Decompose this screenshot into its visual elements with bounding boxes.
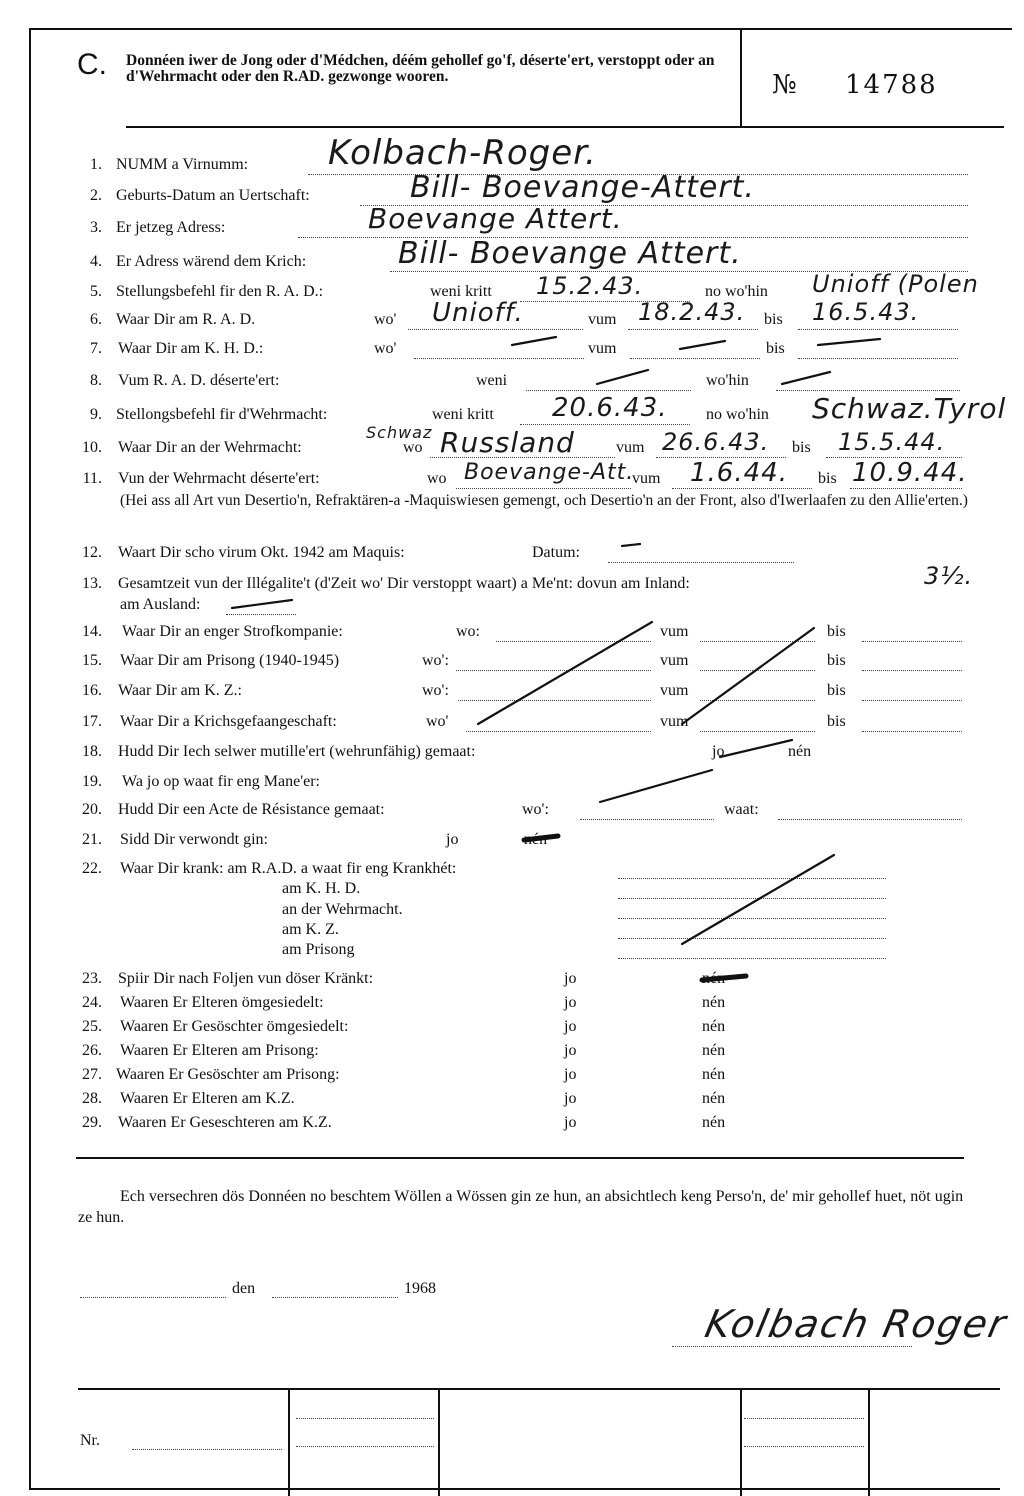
item-number: 3. — [90, 219, 102, 236]
signature: Kolbach Roger — [701, 1302, 1012, 1346]
label-bis: bis — [827, 713, 846, 730]
label-khd: Waar Dir am K. H. D.: — [118, 340, 264, 357]
item-number: 6. — [90, 311, 102, 328]
footer-field-line — [296, 1418, 434, 1419]
item-number: 14. — [82, 623, 102, 640]
item-number: 7. — [90, 340, 102, 357]
label-wounded: Sidd Dir verwondt gin: — [120, 831, 268, 848]
footer-field-line — [744, 1418, 864, 1419]
declaration-text: Ech versechren dös Donnéen no beschtem Wöllen a Wössen gin ze hun, an absichtlech keng Perso'n, de' mir gehollef huet, nöt ugin ze hun. — [78, 1188, 964, 1226]
option-nen-struck: nén — [702, 970, 726, 987]
answer-wehrmacht-from: 26.6.43. — [662, 428, 770, 456]
label-rad: Waar Dir am R. A. D. — [116, 311, 256, 328]
label-wo: wo: — [456, 623, 480, 640]
label-wo: wo': — [422, 652, 449, 669]
item-number: 20. — [82, 801, 102, 818]
label-wohin: no wo'hin — [706, 406, 769, 423]
label-name: NUMM a Virnumm: — [116, 156, 249, 173]
date-line — [272, 1297, 398, 1298]
answer-war-address: Bill- Boevange Attert. — [398, 236, 742, 271]
footer-divider — [868, 1390, 870, 1496]
label-wo: wo — [427, 470, 447, 487]
option-jo: jo — [564, 1042, 577, 1059]
option-nen-struck: nén — [524, 831, 548, 848]
option-jo: jo — [564, 1066, 577, 1083]
footer-field-line — [744, 1446, 864, 1447]
header-title: Donnéen iwer de Jong oder d'Médchen, déém gehollef go'f, déserte'ert, verstoppt oder an d'Wehrmacht oder den R.AD. gezwonge wooren. — [126, 52, 715, 85]
answer-rad-place: Unioff. — [432, 298, 524, 328]
answer-rad-order-date: 15.2.43. — [536, 272, 644, 300]
date-place-line — [80, 1297, 226, 1298]
option-jo: jo — [564, 1018, 577, 1035]
label-weni: weni kritt — [432, 406, 494, 423]
label-wo: wo' — [374, 340, 397, 357]
label-wo: wo' — [374, 311, 397, 328]
label-wo: wo': — [522, 801, 549, 818]
item-number: 8. — [90, 372, 102, 389]
label-wo: wo': — [422, 682, 449, 699]
label-rad-desert: Vum R. A. D. déserte'ert: — [118, 372, 280, 389]
label-vum: vum — [660, 713, 689, 730]
signature-line — [672, 1346, 912, 1347]
label-parents-resettled: Waaren Er Elteren ömgesiedelt: — [120, 994, 324, 1011]
label-illness-prisong: am Prisong — [282, 941, 355, 958]
item-number: 9. — [90, 406, 102, 423]
footer-rule-top — [78, 1388, 1000, 1390]
label-vum: vum — [616, 439, 645, 456]
item-number: 24. — [82, 994, 102, 1011]
answer-wehrmacht-order-place: Schwaz.Tyrol — [812, 392, 1007, 425]
label-ausland: am Ausland: — [120, 596, 201, 613]
label-maneer: Wa jo op waat fir eng Mane'er: — [122, 773, 320, 790]
answer-wehrmacht-until: 15.5.44. — [838, 428, 946, 456]
label-wohin: wo'hin — [706, 372, 749, 389]
label-siblings-prison: Waaren Er Gesöschter am Prisong: — [116, 1066, 340, 1083]
footer-divider — [740, 1390, 742, 1496]
answer-wehrmacht-order-date: 20.6.43. — [552, 393, 668, 423]
label-war-address: Er Adress wärend dem Krich: — [116, 253, 307, 270]
answer-inland: 3½. — [924, 562, 974, 590]
label-wo: wo — [403, 439, 423, 456]
answer-address: Boevange Attert. — [368, 202, 623, 235]
item-number: 23. — [82, 970, 102, 987]
label-weni: weni — [476, 372, 508, 389]
item-number: 5. — [90, 283, 102, 300]
answer-rad-from: 18.2.43. — [638, 298, 746, 326]
label-vum: vum — [660, 652, 689, 669]
item-number: 10. — [82, 439, 102, 456]
label-wehrmacht-order: Stellongsbefehl fir d'Wehrmacht: — [116, 406, 328, 423]
section-rule — [76, 1157, 964, 1159]
item-number: 1. — [90, 156, 102, 173]
label-bis: bis — [827, 682, 846, 699]
label-vum: vum — [660, 682, 689, 699]
item-number: 18. — [82, 743, 102, 760]
label-bis: bis — [764, 311, 783, 328]
option-jo: jo — [564, 1114, 577, 1131]
label-wehrmacht: Waar Dir an der Wehrmacht: — [118, 439, 302, 456]
label-bis: bis — [792, 439, 811, 456]
label-siblings-resettled: Waaren Er Gesöschter ömgesiedelt: — [120, 1018, 349, 1035]
label-prisong: Waar Dir am Prisong (1940-1945) — [120, 652, 340, 669]
option-jo: jo — [564, 970, 577, 987]
answer-rad-order-place: Unioff (Polen — [812, 270, 979, 298]
option-nen: nén — [702, 1066, 726, 1083]
label-gefaangeschaft: Waar Dir a Krichsgefaangeschaft: — [120, 713, 337, 730]
label-bis: bis — [766, 340, 785, 357]
footer-nr-line — [132, 1449, 282, 1450]
item-number: 22. — [82, 860, 102, 877]
option-nen: nén — [702, 1018, 726, 1035]
item-number: 27. — [82, 1066, 102, 1083]
item-number: 2. — [90, 187, 102, 204]
footer-nr-label: Nr. — [80, 1432, 100, 1449]
label-parents-prison: Waaren Er Elteren am Prisong: — [120, 1042, 319, 1059]
item-number: 26. — [82, 1042, 102, 1059]
item-number: 21. — [82, 831, 102, 848]
option-jo: jo — [564, 1090, 577, 1107]
label-illness-khd: am K. H. D. — [282, 880, 361, 897]
label-bis: bis — [827, 652, 846, 669]
label-wehrmacht-desert: Vun der Wehrmacht déserte'ert: — [118, 470, 320, 487]
label-parents-kz: Waaren Er Elteren am K.Z. — [120, 1090, 295, 1107]
section-letter: C. — [77, 48, 107, 81]
answer-desert-place: Boevange-Att. — [464, 460, 635, 485]
desertion-note: (Hei ass all Art vun Desertio'n, Refraktären-a -Maquiswiesen gemengt, och Desertio'n an der Front, also d'Iwerlaafen zu den Allie'erten.) — [120, 492, 968, 509]
answer-desert-from: 1.6.44. — [690, 458, 788, 488]
label-illness-after: Spiir Dir nach Foljen vun döser Kränkt: — [118, 970, 374, 987]
item-number: 19. — [82, 773, 102, 790]
label-illegality: Gesamtzeit vun der Illégalite't (d'Zeit wo' Dir verstoppt waart) a Me'nt: dovun am Inland: — [118, 575, 690, 592]
label-bis: bis — [827, 623, 846, 640]
item-number: 25. — [82, 1018, 102, 1035]
label-address: Er jetzeg Adress: — [116, 219, 226, 236]
document-number-label: № — [772, 70, 799, 100]
answer-birth: Bill- Boevange-Attert. — [410, 170, 755, 205]
option-nen: nén — [702, 1090, 726, 1107]
label-datum: Datum: — [532, 544, 580, 561]
answer-rad-until: 16.5.43. — [812, 298, 920, 326]
item-number: 28. — [82, 1090, 102, 1107]
label-bis: bis — [818, 470, 837, 487]
footer-divider — [288, 1390, 290, 1496]
answer-name: Kolbach-Roger. — [328, 133, 597, 173]
label-illness-kz: am K. Z. — [282, 921, 339, 938]
item-number: 13. — [82, 575, 102, 592]
label-den: den — [232, 1280, 256, 1297]
answer-desert-until: 10.9.44. — [852, 458, 968, 488]
option-nen: nén — [702, 1114, 726, 1131]
label-waat: waat: — [724, 801, 759, 818]
item-number: 16. — [82, 682, 102, 699]
footer-rule-bottom — [30, 1488, 1000, 1490]
label-siblings-kz: Waaren Er Geseschteren am K.Z. — [118, 1114, 332, 1131]
label-illness: Waar Dir krank: am R.A.D. a waat fir eng Krankhét: — [120, 860, 457, 877]
label-kz: Waar Dir am K. Z.: — [118, 682, 242, 699]
label-mutilation: Hudd Dir Iech selwer mutille'ert (wehrunfähig) gemaat: — [118, 743, 476, 760]
option-nen: nén — [702, 1042, 726, 1059]
option-nen: nén — [702, 994, 726, 1011]
label-wohin: no wo'hin — [705, 283, 768, 300]
label-wo: wo' — [426, 713, 449, 730]
option-jo: jo — [712, 743, 725, 760]
label-maquis: Waart Dir scho virum Okt. 1942 am Maquis: — [118, 544, 405, 561]
label-vum: vum — [632, 470, 661, 487]
document-number: 14788 — [845, 70, 938, 100]
answer-wehrmacht-note: Schwaz — [366, 423, 433, 442]
year: 1968 — [404, 1280, 436, 1297]
item-number: 15. — [82, 652, 102, 669]
label-rad-order: Stellungsbefehl fir den R. A. D.: — [116, 283, 324, 300]
footer-divider — [438, 1390, 440, 1496]
label-resistance: Hudd Dir een Acte de Résistance gemaat: — [118, 801, 385, 818]
item-number: 11. — [82, 470, 102, 487]
item-number: 12. — [82, 544, 102, 561]
label-birth: Geburts-Datum an Uertschaft: — [116, 187, 310, 204]
label-weni: weni kritt — [430, 283, 492, 300]
item-number: 17. — [82, 713, 102, 730]
footer-field-line — [296, 1446, 434, 1447]
label-vum: vum — [588, 340, 617, 357]
option-jo: jo — [446, 831, 459, 848]
label-strofkompanie: Waar Dir an enger Strofkompanie: — [122, 623, 343, 640]
option-nen: nén — [788, 743, 812, 760]
label-illness-wehrmacht: an der Wehrmacht. — [282, 901, 403, 918]
item-number: 4. — [90, 253, 102, 270]
item-number: 29. — [82, 1114, 102, 1131]
label-vum: vum — [588, 311, 617, 328]
option-jo: jo — [564, 994, 577, 1011]
label-vum: vum — [660, 623, 689, 640]
answer-wehrmacht-place: Russland — [440, 426, 575, 459]
